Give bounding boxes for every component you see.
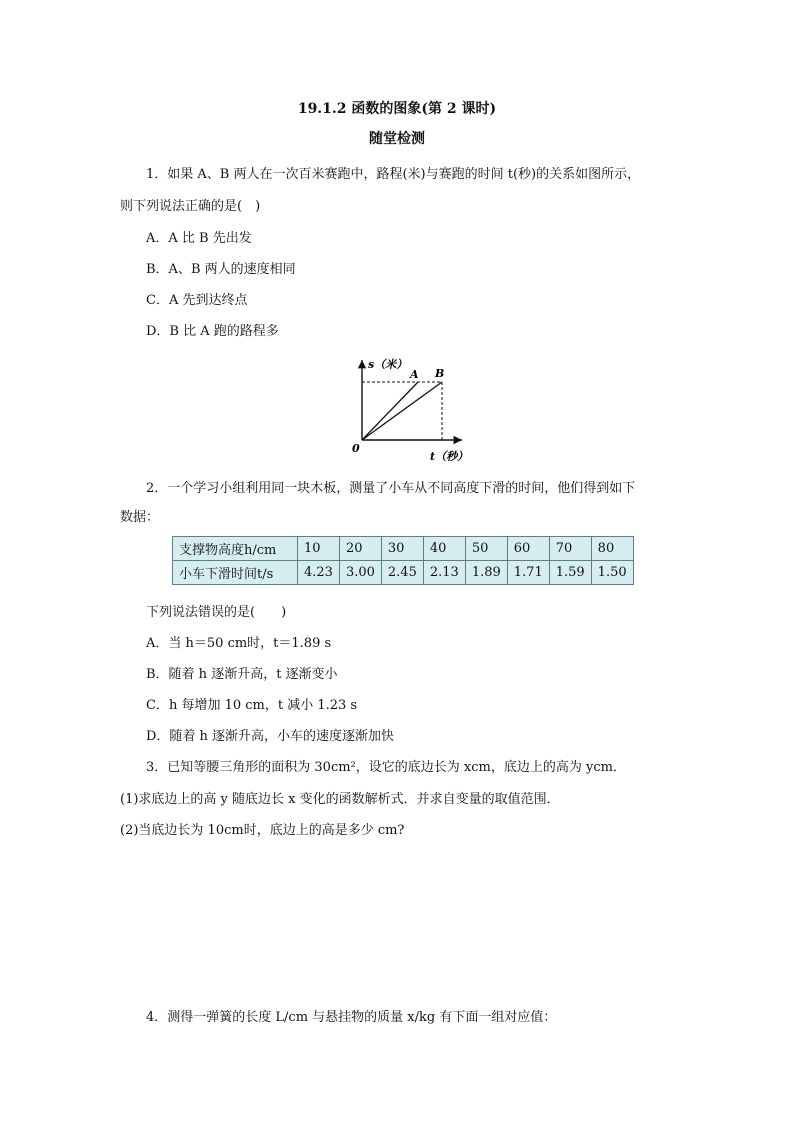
origin-label: 0: [352, 442, 360, 455]
table-cell: 1.59: [549, 561, 591, 585]
table-cell: 10: [298, 537, 340, 561]
x-axis-label: t（秒）: [430, 450, 468, 463]
series-line-a: [362, 382, 418, 440]
q1-option-d: D．B 比 A 跑的路程多: [146, 324, 279, 339]
table-cell: 60: [507, 537, 549, 561]
q1-option-c: C．A 先到达终点: [146, 293, 248, 308]
table-cell: 1.89: [465, 561, 507, 585]
table-cell: 3.00: [339, 561, 381, 585]
table-cell: 2.45: [381, 561, 423, 585]
q4-stem: 4．测得一弹簧的长度 L/cm 与悬挂物的质量 x/kg 有下面一组对应值：: [146, 1010, 557, 1025]
q1-option-b: B．A、B 两人的速度相同: [146, 262, 296, 277]
q3-part2: (2)当底边长为 10cm时，底边上的高是多少 cm?: [120, 823, 405, 838]
table-cell: 20: [339, 537, 381, 561]
series-line-b: [362, 382, 442, 440]
q2-option-b: B．随着 h 逐渐升高，t 逐渐变小: [146, 667, 338, 682]
q3-stem: 3．已知等腰三角形的面积为 30cm²，设它的底边长为 xcm，底边上的高为 ycm．: [146, 760, 626, 775]
table-header-time: 小车下滑时间t/s: [173, 561, 298, 585]
table-cell: 70: [549, 537, 591, 561]
q2-option-a: A．当 h＝50 cm时，t＝1.89 s: [146, 636, 332, 651]
table-cell: 50: [465, 537, 507, 561]
q1-stem-line2: 则下列说法正确的是( ): [120, 199, 261, 214]
table-cell: 40: [423, 537, 465, 561]
table-row-times: [173, 561, 634, 585]
section-subtitle: 随堂检测: [369, 131, 425, 147]
line-a-label: A: [410, 368, 419, 381]
table-cell: 30: [381, 537, 423, 561]
table-row-heights: [173, 537, 634, 561]
page-title: 19.1.2 函数的图象(第 2 课时): [297, 101, 497, 117]
q2-option-d: D．随着 h 逐渐升高，小车的速度逐渐加快: [146, 729, 395, 744]
distance-time-graph: [338, 354, 468, 466]
line-b-label: B: [435, 367, 445, 380]
q1-stem-line1: 1．如果 A、B 两人在一次百米赛跑中，路程(米)与赛跑的时间 t(秒)的关系如图所示，: [146, 167, 641, 182]
y-axis-label: s（米）: [368, 358, 408, 371]
table-cell: 4.23: [298, 561, 340, 585]
table-cell: 1.50: [591, 561, 633, 585]
q2-prompt: 下列说法错误的是( ): [146, 605, 287, 620]
table-header-height: 支撑物高度h/cm: [173, 537, 298, 561]
q2-stem-line2: 数据：: [120, 510, 160, 525]
q3-part1: (1)求底边上的高 y 随底边长 x 变化的函数解析式．并求自变量的取值范围．: [120, 792, 560, 807]
table-cell: 80: [591, 537, 633, 561]
q2-option-c: C．h 每增加 10 cm，t 减小 1.23 s: [146, 698, 358, 713]
table-cell: 2.13: [423, 561, 465, 585]
q1-option-a: A．A 比 B 先出发: [146, 231, 252, 246]
height-time-table: [172, 536, 634, 585]
q2-stem-line1: 2．一个学习小组利用同一块木板，测量了小车从不同高度下滑的时间，他们得到如下: [146, 481, 636, 496]
table-cell: 1.71: [507, 561, 549, 585]
